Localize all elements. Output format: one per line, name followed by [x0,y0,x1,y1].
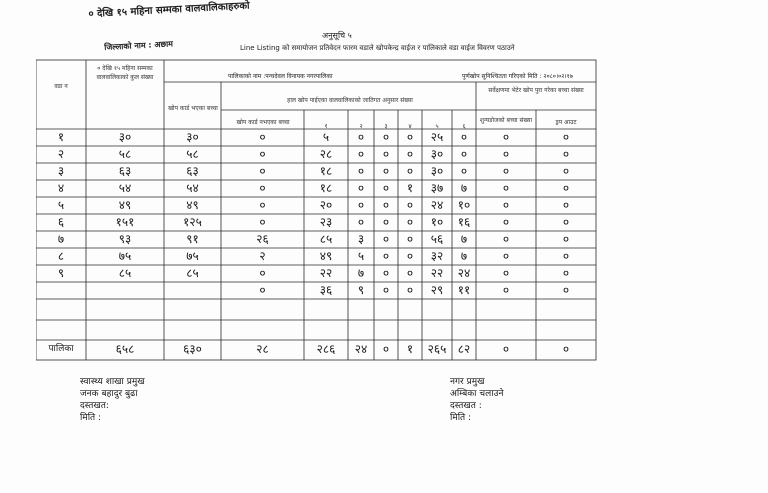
table-cell: ० [382,266,390,280]
left-signature-sign: दस्तखत: [80,401,109,411]
left-signature-block [80,376,145,424]
col-survey-header: सर्वेक्षणमा भेटेर खोप पुरा गरेका बच्चा संख्या [488,87,584,94]
col-no-card: खोप कार्ड नभएका बच्चा [236,119,290,126]
total-cell: २६५ [427,342,447,356]
table-cell: ५८ [186,147,199,161]
table-cell: ७५ [118,249,132,263]
table-cell: ० [562,181,570,195]
table-cell: ५ [322,130,330,144]
table-cell: ० [502,198,510,212]
table-cell: ० [502,283,510,297]
table-cell: ५ [357,249,365,263]
table-cell: ० [502,249,510,263]
table-cell: ७ [460,181,468,195]
table-cell: ० [382,147,390,161]
right-signature-sign: दस्तखत : [450,401,482,411]
table-cell: ० [382,164,390,178]
table-cell: ० [562,232,570,246]
table-cell: ० [382,198,390,212]
table-cell: ९ [57,266,65,280]
table-cell: ३० [186,130,199,144]
table-cell: ० [460,164,468,178]
data-table [36,22,598,362]
right-signature-block [450,376,503,424]
table-cell: २३ [319,215,333,229]
right-signature-date: मिति : [450,413,472,423]
table-cell: ८५ [118,266,132,280]
table-cell: २४ [430,198,444,212]
left-signature-name: जनक बहादुर बुढा [80,389,138,399]
table-cell: ११ [457,283,471,297]
table-cell: ४ [57,181,65,195]
table-cell: ० [502,130,510,144]
completion-date-label: पुर्णखोप सुनिश्चितता गरिएको मिति : २०८०।०२।१७ [462,73,573,80]
table-cell: ६३ [186,164,199,178]
table-cell: २२ [319,266,333,280]
table-cell: ३७ [430,181,444,195]
table-cell: ० [502,181,510,195]
table-cell: ० [562,249,570,263]
table-cell: ० [259,147,266,161]
table-cell: ५ [57,198,65,212]
table-cell: ० [562,215,570,229]
col-zero-dose: शुन्यडोजको बच्चा संख्या [479,117,533,124]
table-cell: ५४ [118,181,132,195]
total-cell: ६३० [183,342,202,356]
table-cell: ० [502,232,510,246]
table-cell: ० [259,181,266,195]
table-cell: २० [319,198,333,212]
table-cell: ६ [57,215,65,229]
col-caste-2: २ [359,123,363,130]
table-cell: ० [382,215,390,229]
palika-label: पालिकाको नाम :पन्चदेवल विनायक नगरपालिका [228,73,333,80]
table-cell: २२ [430,266,444,280]
table-cell: ७ [460,232,468,246]
table-cell: ८५ [319,232,333,246]
table-cell: ० [259,215,266,229]
left-signature-date: मिति : [80,413,102,423]
table-cell: २९ [430,283,444,297]
table-cell: ३० [118,130,132,144]
table-cell: ० [357,198,365,212]
table-cell: ० [406,232,414,246]
total-row-label: पालिका [48,344,74,354]
table-cell: ४९ [319,249,333,263]
total-cell: ६५८ [115,342,135,356]
table-cell: ० [562,266,570,280]
table-cell: ० [406,198,414,212]
total-cell: २८ [256,342,269,356]
table-cell: ० [562,164,570,178]
total-cell: ० [502,342,510,356]
table-cell: ३२ [430,249,444,263]
total-cell: २८६ [316,342,336,356]
table-cell: ० [502,147,510,161]
table-cell: ० [502,215,510,229]
table-cell: ० [406,147,414,161]
table-cell: १० [457,198,471,212]
table-cell: १८ [319,164,333,178]
table-cell: ० [259,164,266,178]
table-cell: २ [259,249,266,263]
table-cell: ७५ [186,249,199,263]
table-cell: ० [562,147,570,161]
table-cell: ० [357,181,365,195]
table-cell: ० [460,147,468,161]
table-cell: ३० [430,147,444,161]
col-caste-3: ३ [384,123,388,130]
district-label: जिल्लाको नाम : अछाम [104,39,174,52]
table-cell: ० [357,130,365,144]
table-cell: ० [357,164,365,178]
table-cell: १२५ [183,215,202,229]
total-cell: ८२ [457,342,471,356]
col-caste-5: ५ [435,123,439,130]
table-cell: ९ [357,283,365,297]
table-cell: ० [502,266,510,280]
total-cell: ० [382,342,390,356]
table-cell: ० [460,130,468,144]
table-cell: ८५ [186,266,199,280]
table-cell: ० [382,283,390,297]
table-cell: ७ [460,249,468,263]
right-signature-name: अम्बिका चलाउने [450,389,504,399]
left-signature-title: स्वास्थ्य शाखा प्रमुख [80,377,145,387]
table-cell: ० [382,232,390,246]
table-cell: ८ [57,249,65,263]
table-cell: ५८ [118,147,132,161]
table-cell: २ [57,147,65,161]
col-caste-1: १ [324,123,328,130]
table-cell: ० [357,215,365,229]
table-cell: ० [562,283,570,297]
col-caste-6: ६ [462,123,466,130]
table-cell: ४९ [118,198,132,212]
right-signature-title: नगर प्रमुख [450,377,485,387]
document-subtitle: Line Listing को समायोजन प्रतिवेदन फारम वडाले खोपकेन्द्र वाईज र पालिकाले वडा वाईज विवरण पठाउने [240,44,515,52]
table-cell: ० [357,147,365,161]
table-cell: ० [382,181,390,195]
table-cell: ० [382,130,390,144]
col-total-children: ० देखि १५ महिना सम्मका वालवालिकाको कुल संख्या [96,65,154,81]
table-cell: ४९ [186,198,199,212]
table-cell: १ [406,181,414,195]
table-cell: १० [430,215,444,229]
table-cell: ० [562,130,570,144]
col-caste-4: ४ [408,123,412,130]
col-ward: वडा न [54,83,68,90]
annex-label: अनुसूचि ५ [322,31,352,40]
table-cell: ३६ [319,283,333,297]
table-cell: ९१ [186,232,199,246]
table-cell: ० [406,283,414,297]
table-cell: ० [259,266,266,280]
table-cell: ० [406,215,414,229]
table-cell: ० [259,198,266,212]
table-cell: २४ [457,266,471,280]
table-cell: ० [406,130,414,144]
table-cell: ५४ [186,181,199,195]
table-cell: १५१ [115,215,135,229]
table-cell: ० [259,283,266,297]
table-cell: ३ [57,164,65,178]
total-cell: १ [406,342,414,356]
table-cell: १८ [319,181,333,195]
table-cell: २८ [319,147,333,161]
total-cell: ० [562,342,570,356]
document-title: ० देखि १५ महिना सम्मका वालवालिकाहरुको [88,0,250,20]
table-cell: ६३ [118,164,132,178]
table-cell: ५६ [430,232,444,246]
table-cell: ३ [357,232,365,246]
table-cell: ९३ [118,232,132,246]
table-cell: ७ [57,232,65,246]
table-cell: १ [57,130,65,144]
total-cell: २४ [354,342,368,356]
table-cell: २५ [430,130,444,144]
col-vaccine-card: खोप कार्ड भएका बच्चा [168,105,218,112]
col-drop-out: ड्रप आउट [555,119,577,126]
table-cell: ३० [430,164,444,178]
table-cell: ७ [357,266,365,280]
table-cell: ० [562,198,570,212]
table-cell: ० [502,164,510,178]
table-cell: ० [406,266,414,280]
table-cell: ० [406,164,414,178]
table-cell: १६ [457,215,471,229]
table-cell: ० [259,130,266,144]
table-cell: ० [382,249,390,263]
table-cell: ० [406,249,414,263]
table-cell: २६ [256,232,269,246]
col-current-header: हाल खोप पाईएका वालवालिकाको जातिगत अनुसार संख्या [287,97,413,104]
